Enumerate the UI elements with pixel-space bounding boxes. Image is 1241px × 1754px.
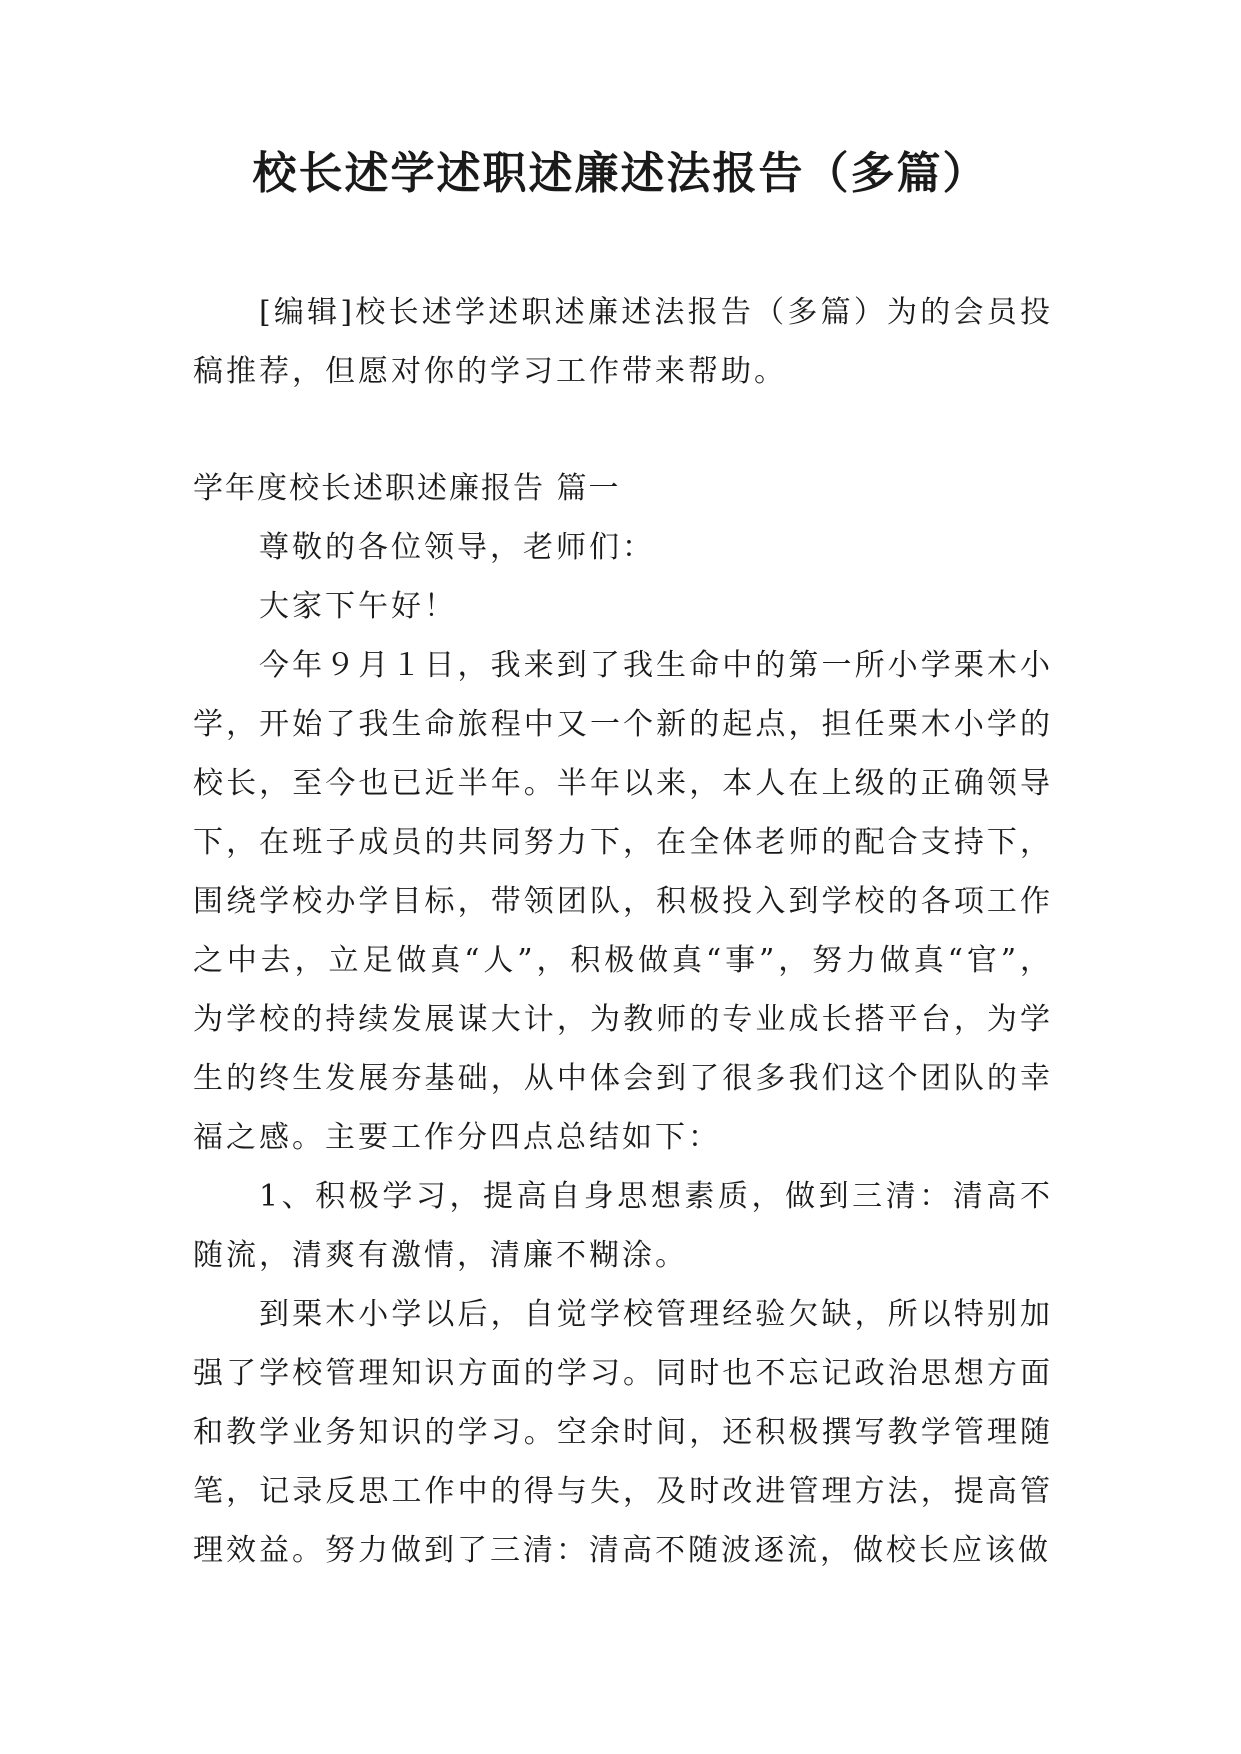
intro-paragraph: [编辑]校长述学述职述廉述法报告（多篇）为的会员投稿推荐，但愿对你的学习工作带来帮助。 (193, 295, 1053, 389)
body-paragraph: 1、积极学习，提高自身思想素质，做到三清：清高不随流，清爽有激情，清廉不糊涂。 (193, 1179, 1053, 1273)
body-paragraph: 到栗木小学以后，自觉学校管理经验欠缺，所以特别加强了学校管理知识方面的学习。同时也不忘记政治思想方面和教学业务知识的学习。空余时间，还积极撰写教学管理随笔，记录反思工作中的得与失，及时改进管理方法，提高管理效益。努力做到了三清：清高不随波逐流，做校长应该做 (193, 1297, 1053, 1568)
document-title: 校长述学述职述廉述法报告（多篇） (252, 148, 989, 199)
section-heading: 学年度校长述职述廉报告 篇一 (193, 471, 621, 506)
body-paragraph: 今年９月１日，我来到了我生命中的第一所小学栗木小学，开始了我生命旅程中又一个新的起点，担任栗木小学的校长，至今也已近半年。半年以来，本人在上级的正确领导下，在班子成员的共同努力下，在全体老师的配合支持下，围绕学校办学目标，带领团队，积极投入到学校的各项工作之中去，立足做真“人”，积极做真“事”，努力做真“官”，为学校的持续发展谋大计，为教师的专业成长搭平台，为学生的终生发展夯基础，从中体会到了很多我们这个团队的幸福之感。主要工作分四点总结如下： (193, 648, 1053, 1155)
salutation: 尊敬的各位领导，老师们： (259, 530, 655, 565)
article-body (193, 459, 1053, 1580)
intro-block (193, 283, 1053, 401)
greeting: 大家下午好！ (259, 589, 457, 624)
